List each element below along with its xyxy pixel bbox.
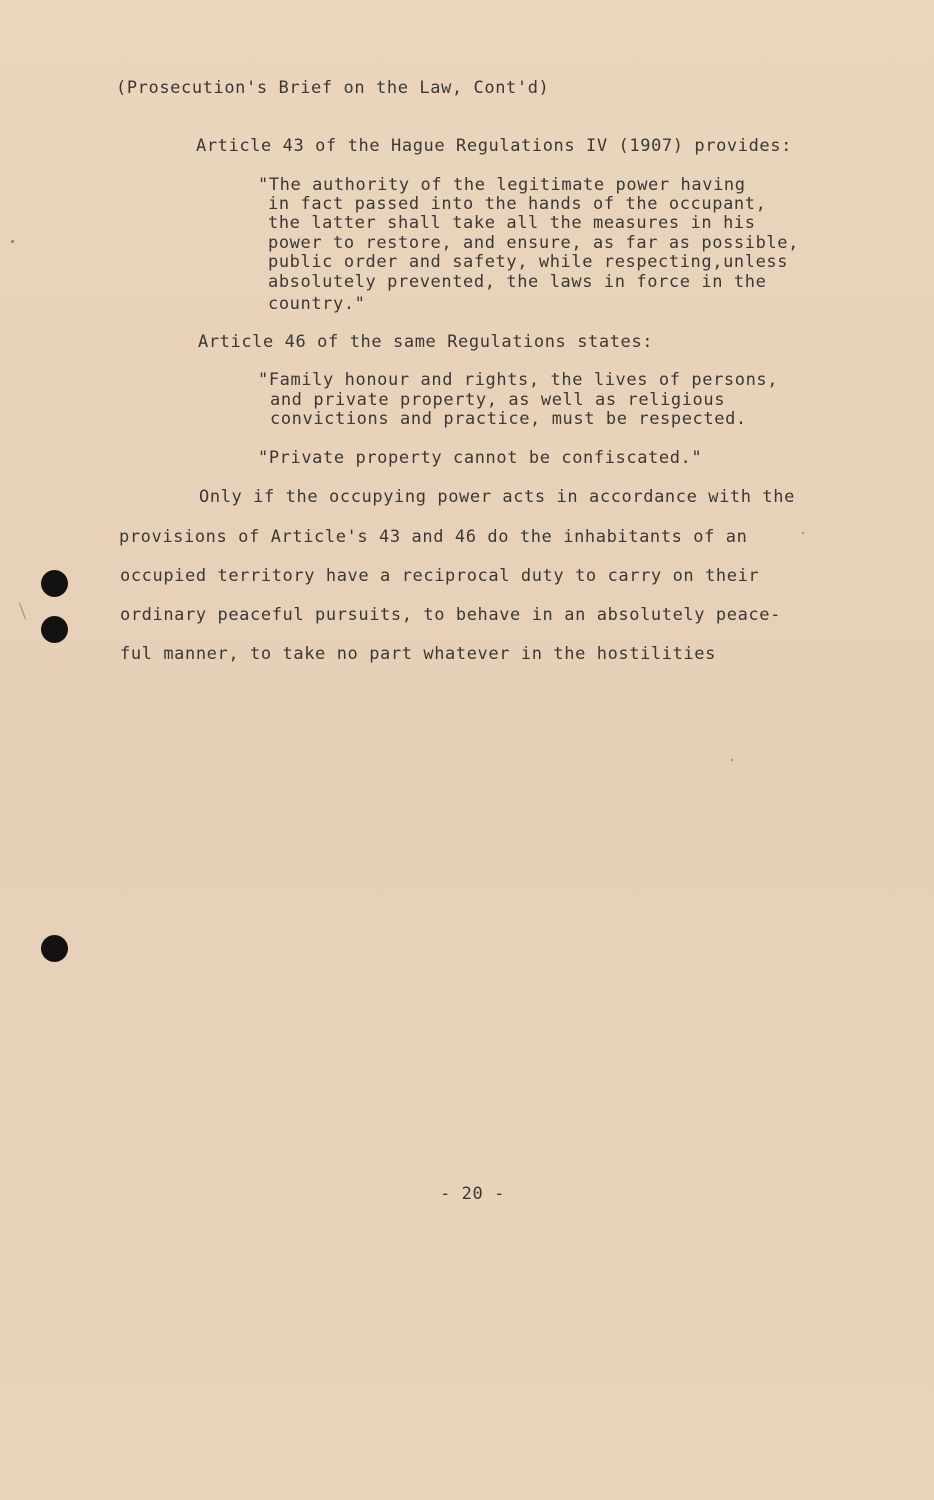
body-paragraph-line: provisions of Article's 43 and 46 do the inhabitants of an [119,527,748,547]
page-number: - 20 - [440,1184,506,1204]
article-43-intro: Article 43 of the Hague Regulations IV (1907) provides: [196,136,792,156]
article-46-quote-line: convictions and practice, must be respected. [270,409,747,429]
paper-speck [11,240,14,243]
body-paragraph-line: ful manner, to take no part whatever in the hostilities [120,644,716,664]
punch-hole-bottom [41,935,68,962]
body-paragraph-line: ordinary peaceful pursuits, to behave in an absolutely peace- [120,605,781,625]
paper-mark [19,602,26,619]
article-46-quote-second: "Private property cannot be confiscated." [258,448,703,468]
document-header: (Prosecution's Brief on the Law, Cont'd) [116,78,550,98]
article-43-quote-line: absolutely prevented, the laws in force in the [268,272,767,292]
article-43-quote-line: the latter shall take all the measures in his [268,213,756,233]
article-43-quote-line: power to restore, and ensure, as far as possible, [268,233,799,253]
article-43-quote-line: in fact passed into the hands of the occupant, [268,194,767,214]
article-46-quote-line: and private property, as well as religious [270,390,726,410]
body-paragraph-line: Only if the occupying power acts in accordance with the [199,487,795,507]
article-46-intro: Article 46 of the same Regulations states: [198,332,654,352]
article-43-quote-line: country." [268,294,366,314]
body-paragraph-line: occupied territory have a reciprocal duty to carry on their [120,566,760,586]
article-43-quote-line: public order and safety, while respecting,unless [268,252,789,272]
article-46-quote-line: "Family honour and rights, the lives of persons, [258,370,779,390]
punch-hole-middle [41,616,68,643]
punch-hole-top [41,570,68,597]
paper-speck [802,532,804,534]
paper-speck [731,759,733,761]
article-43-quote-line: "The authority of the legitimate power having [258,175,746,195]
